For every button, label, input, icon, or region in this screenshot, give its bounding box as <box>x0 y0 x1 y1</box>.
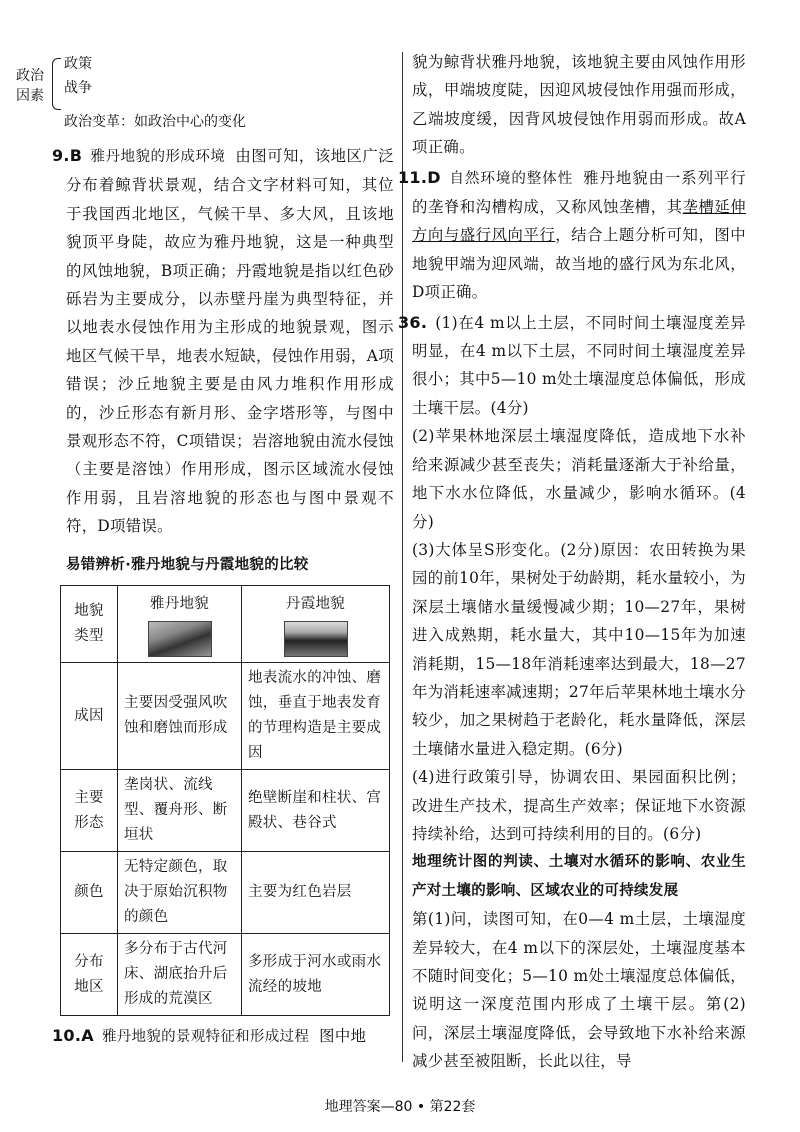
question-number: 36. <box>398 312 428 332</box>
answer-9 <box>52 142 394 541</box>
question-number: 11.D <box>398 167 441 187</box>
answer-36-analysis: 第(1)问，读图可知，在0—4 m土层，土壤湿度差异较大，在4 m以下的深层处，土壤湿度基本不随时间变化；5—10 m处土壤湿度总体偏低，说明这一深度范围内形成了土壤干层。第(2)问，深层土壤湿度降低，会导致地下水补给来源减少甚至被阻断，长此以往，导 <box>412 910 746 1071</box>
header-danxia-label: 丹霞地貌 <box>285 595 346 612</box>
danxia-photo <box>284 621 348 657</box>
answer-text: (1)在4 m以上土层，不同时间土壤湿度差异明显，在4 m以下土层，不同时间土壤湿度差异很小；其中5—10 m处土壤湿度总体偏低，形成土壤干层。(4分) <box>412 313 746 417</box>
answer-10-start <box>52 1022 394 1051</box>
question-number: 9.B <box>52 146 83 165</box>
brace-label-line1: 政治 <box>16 68 44 84</box>
cell-danxia: 绝壁断崖和柱状、宫殿状、巷谷式 <box>242 770 390 852</box>
question-topic: 自然环境的整体性 <box>448 170 574 187</box>
header-label: 地貌类型 <box>61 586 118 663</box>
table-row <box>61 934 390 1016</box>
answer-10-cont: 貌为鲸背状雅丹地貌，该地貌主要由风蚀作用形成，甲端坡度陡，因迎风坡侵蚀作用强而形成，乙端坡度缓，因背风坡侵蚀作用弱而形成。故A项正确。 <box>412 53 746 157</box>
answer-key-phrase: 垄槽延伸方向与盛行风向平行 <box>412 198 746 245</box>
brace-item: 战争 <box>64 80 92 96</box>
header-yardang-label: 雅丹地貌 <box>149 595 210 612</box>
column-divider <box>402 52 403 1062</box>
answer-36-part4: (4)进行政策引导，协调农田、果园面积比例；改进生产技术，提高生产效率；保证地下水资源持续补给，达到可持续利用的目的。(6分) <box>412 768 746 843</box>
right-column <box>398 48 746 1076</box>
brace-item: 政策 <box>64 56 92 72</box>
brace-bracket <box>52 58 61 110</box>
header-yardang <box>118 586 242 663</box>
cell-yardang: 垄岗状、流线型、覆舟形、断垣状 <box>118 770 242 852</box>
cell-yardang: 多分布于古代河床、湖底抬升后形成的荒漠区 <box>118 934 242 1016</box>
cell-danxia: 主要为红色岩层 <box>242 852 390 934</box>
answer-text: 图中地 <box>319 1027 367 1046</box>
left-column <box>52 142 394 1052</box>
question-topic: 雅丹地貌的形成环境 <box>90 149 226 165</box>
question-number: 10.A <box>52 1026 94 1046</box>
header-danxia <box>242 586 390 663</box>
answer-text: ，结合上题分析可知，图中地貌甲端为迎风端，故当地的盛行风为东北风，D项正确。 <box>412 226 746 302</box>
brace-extra-item: 政治变革：如政治中心的变化 <box>64 114 246 130</box>
table-row <box>61 663 390 770</box>
answer-36-part1 <box>398 309 746 423</box>
row-label: 成因 <box>61 663 118 770</box>
brace-label <box>16 66 48 106</box>
brace-items <box>64 52 92 100</box>
brace-label-line2: 因素 <box>16 88 44 104</box>
yardang-photo <box>148 621 212 657</box>
page-footer: 地理答案—80 • 第22套 <box>324 1099 476 1115</box>
answer-36-topics: 地理统计图的判读、土壤对水循环的影响、农业生产对土壤的影响、区域农业的可持续发展 <box>412 854 746 899</box>
question-topic: 雅丹地貌的景观特征和形成过程 <box>101 1029 310 1046</box>
answer-36-part2: (2)苹果林地深层土壤湿度降低，造成地下水补给来源减少甚至丧失；消耗量逐渐大于补给量，地下水水位降低，水量减少，影响水循环。(4分) <box>412 427 746 531</box>
row-label: 分布地区 <box>61 934 118 1016</box>
table-row <box>61 852 390 934</box>
cell-yardang: 无特定颜色，取决于原始沉积物的颜色 <box>118 852 242 934</box>
cell-yardang: 主要因受强风吹蚀和磨蚀而形成 <box>118 663 242 770</box>
cell-danxia: 多形成于河水或雨水流经的坡地 <box>242 934 390 1016</box>
table-title: 易错辨析·雅丹地貌与丹霞地貌的比较 <box>66 556 309 573</box>
answer-36 <box>398 309 746 1076</box>
answer-text: 由图可知，该地区广泛分布着鲸背状景观，结合文字材料可知，其位于我国西北地区，气候干旱、多大风，且该地貌顶平身陡，故应为雅丹地貌，这是一种典型的风蚀地貌，B项正确；丹霞地貌是指以红色砂砾岩为主要成分，以赤壁丹崖为典型特征，并以地表水侵蚀作用为主形成的地貌景观，图示地区气候干旱，地表水短缺，侵蚀作用弱，A项错误；沙丘地貌主要是由风力堆积作用形成的，沙丘形态有新月形、金字塔形等，与图中景观形态不符，C项错误；岩溶地貌由流水侵蚀（主要是溶蚀）作用形成，图示区域流水侵蚀作用弱，且岩溶地貌的形态也与图中景观不符，D项错误。 <box>66 147 394 536</box>
row-label: 颜色 <box>61 852 118 934</box>
answer-11 <box>398 164 746 307</box>
answer-36-part3: (3)大体呈S形变化。(2分)原因：农田转换为果园的前10年，果树处于幼龄期，耗水量较小，为深层土壤储水量缓慢减少期；10—27年，果树进入成熟期，耗水量大，其中10—15年为加速消耗期，15—18年消耗速率达到最大，18—27年为消耗速率减速期；27年后苹果林地土壤水分较少，加之果树趋于老龄化，耗水量降低，深层土壤储水量进入稳定期。(6分) <box>412 540 746 758</box>
table-header-row <box>61 586 390 663</box>
cell-danxia: 地表流水的冲蚀、磨蚀，垂直于地表发育的节理构造是主要成因 <box>242 663 390 770</box>
answer-text: 雅丹地貌由一系列平行的垄脊和沟槽构成，又称风蚀垄槽，其 <box>412 168 746 217</box>
table-row <box>61 770 390 852</box>
row-label: 主要形态 <box>61 770 118 852</box>
comparison-table <box>60 585 390 1016</box>
